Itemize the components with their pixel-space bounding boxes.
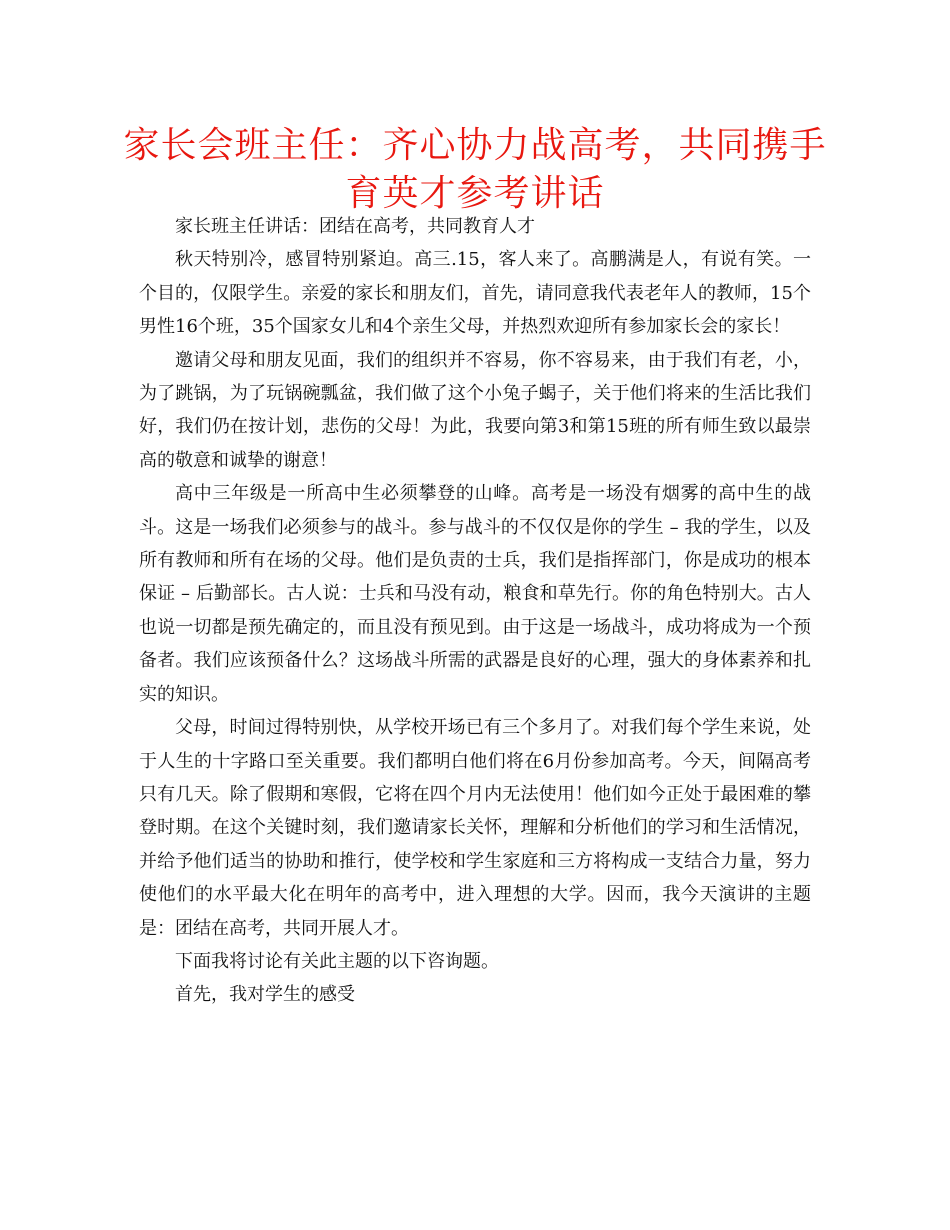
document-body	[139, 210, 811, 1012]
paragraph: 父母，时间过得特别快，从学校开场已有三个多月了。对我们每个学生来说，处于人生的十字路口至关重要。我们都明白他们将在6月份参加高考。今天，间隔高考只有几天。除了假期和寒假，它将在四个月内无法使用！他们如今正处于最困难的攀登时期。在这个关键时刻，我们邀请家长关怀，理解和分析他们的学习和生活情况，并给予他们适当的协助和推行，使学校和学生家庭和三方将构成一支结合力量，努力使他们的水平最大化在明年的高考中，进入理想的大学。因而，我今天演讲的主题是：团结在高考，共同开展人才。	[139, 717, 811, 939]
document-title: 家长会班主任：齐心协力战高考，共同携手育英才参考讲话	[123, 125, 827, 214]
paragraph: 秋天特别冷，感冒特别紧迫。高三.15，客人来了。高鹏满是人，有说有笑。一个目的，仅限学生。亲爱的家长和朋友们，首先，请同意我代表老年人的教师，15个男性16个班，35个国家女儿和4个亲生父母，并热烈欢迎所有参加家长会的家长！	[139, 249, 811, 338]
paragraph: 邀请父母和朋友见面，我们的组织并不容易，你不容易来，由于我们有老，小，为了跳锅，为了玩锅碗瓢盆，我们做了这个小兔子蝎子，关于他们将来的生活比我们好，我们仍在按计划，悲伤的父母！为此，我要向第3和第15班的所有师生致以最崇高的敬意和诚挚的谢意！	[139, 349, 811, 471]
paragraph: 下面我将讨论有关此主题的以下咨询题。	[175, 950, 499, 972]
paragraph: 首先，我对学生的感受	[175, 984, 355, 1006]
paragraph-subtitle: 家长班主任讲话：团结在高考，共同教育人才	[175, 216, 535, 237]
paragraph: 高中三年级是一所高中生必须攀登的山峰。高考是一场没有烟雾的高中生的战斗。这是一场我们必须参与的战斗。参与战斗的不仅仅是你的学生 – 我的学生，以及所有教师和所有在场的父母。他们是负责的士兵，我们是指挥部门，你是成功的根本保证 – 后勤部长。古人说：士兵和马没有动，粮食和草先行。你的角色特别大。古人也说一切都是预先确定的，而且没有预见到。由于这是一场战斗，成功将成为一个预备者。我们应该预备什么？这场战斗所需的武器是良好的心理，强大的身体素养和扎实的知识。	[139, 483, 811, 705]
